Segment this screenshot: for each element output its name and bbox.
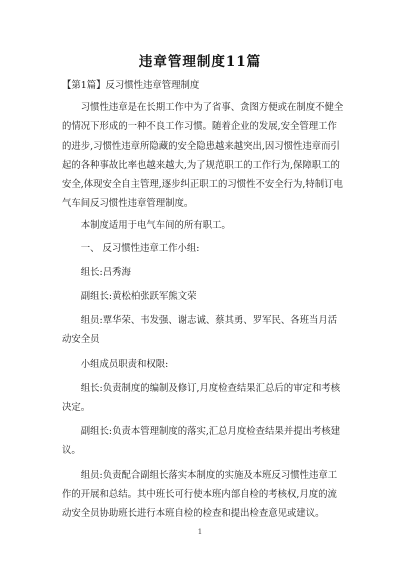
deputy-leader: 副组长:黄松柏张跃军熊文荣: [80, 291, 197, 303]
scope-paragraph: 本制度适用于电气车间的所有职工。: [80, 220, 231, 232]
group-members: 组员:覃华荣、韦发强、谢志诚、蔡其勇、罗军民、各班当月活动安全员: [62, 315, 338, 346]
duties-heading: 小组成员职责和权限:: [80, 358, 169, 370]
deputy-duty: 副组长:负责本管理制度的落实,汇总月度检查结果并提出考核建议。: [62, 426, 341, 457]
intro-paragraph: 习惯性违章是在长期工作中为了省事、贪图方便或在制度不健全的情况下形成的一种不良工作习惯。随着企业的发展,安全管理工作的进步,习惯性违章所隐藏的安全隐患越来越突出,因习惯性违章而引起的各种事故比率也越来越大,为了规范职工的工作行为,保障职工的安全,体现安全自主管理,逐步纠正职工的习惯性不安全行为,特制订电气车间反习惯性违章管理制度。: [62, 102, 344, 210]
document-title: 违章管理制度11篇: [138, 54, 262, 70]
member-duty: 组员:负责配合副组长落实本制度的实施及本班反习惯性违章工作的开展和总结。其中班长可行使本班内部自检的考核权,月度的流动安全员协助班长进行本班自检的检查和提出检查意见或建议。: [62, 469, 338, 520]
working-group-heading: 一、 反习惯性违章工作小组:: [80, 242, 200, 254]
group-leader: 组长:吕秀海: [80, 266, 131, 278]
page-number: 1: [197, 528, 203, 536]
leader-duty: 组长:负责制度的编制及修订,月度检查结果汇总后的审定和考核决定。: [62, 382, 341, 414]
section-heading: 【第1篇】反习惯性违章管理制度: [62, 80, 200, 91]
document-body: [62, 76, 344, 523]
